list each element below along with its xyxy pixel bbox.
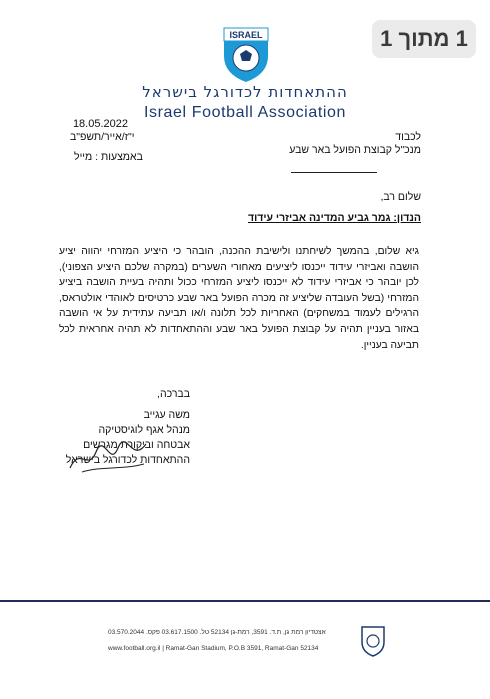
org-name-hebrew: ההתאחדות לכדורגל בישראל (142, 83, 348, 101)
logo-text: ISRAEL (229, 30, 263, 40)
hebrew-date: י"ז/אייר/תשפ"ב (70, 131, 135, 143)
footer-divider (0, 600, 490, 602)
footer-address-hebrew: אצטדיון רמת גן, ת.ד. 3591, רמת-גן 52134 טל. 03.617.1500 פקס. 03.570.2044 (108, 629, 326, 636)
letter-date: 18.05.2022 (72, 118, 128, 130)
signer-org: ההתאחדות לכדורגל בישראל (65, 454, 190, 466)
delivery-method: באמצעות : מייל (74, 151, 143, 163)
org-name-english: Israel Football Association (143, 104, 347, 121)
page-count-badge: 1 מתוך 1 (372, 20, 476, 58)
letter-body: גיא שלום, בהמשך לשיחתנו ולישיבת ההכנה, הובהר כי היציע המזרחי יהווה יציע הושבה ואביזרי עידוד ייכנסו ליציעים מאחורי השערים (במקרה שלכם היציע הצפוני), לכן יובהר כי אביזרי עידוד לא ייכנסו ליציע המזרחי ככול ותהיה בעיית הושבה ביציע המזרחי (בשל העובדה שליציע זה מכרה הפועל באר שבע כרטיסים לאוהדי אולטראס, הרגילים לעמוד במשחקים) האחריות לכל תלונה ו/או תביעה עתידית על אי הושבה באזור בעניין תהיה על קבוצת הפועל באר שבע וההתאחדות לא תהיה אחראית לכל תביעה בעניין. (59, 246, 419, 351)
handwritten-signature (62, 438, 152, 478)
ifa-logo (220, 22, 272, 84)
footer-address-english: www.football.org.il | Ramat-Gan Stadium, P.O.B 3591, Ramat-Gan 52134 (108, 645, 319, 652)
closing: בברכה, (157, 388, 190, 400)
signer-name: משה עגייב (143, 409, 190, 421)
subject-line: הנדון: גמר גביע המדינה אביזרי עידוד (247, 212, 421, 224)
recipient: מנכ"ל קבוצת הפועל באר שבע (289, 144, 421, 156)
addressee-label: לכבוד (395, 131, 421, 143)
footer-logo-icon (360, 624, 386, 658)
recipient-underline (291, 172, 377, 173)
signer-title-2: אבטחה וביקורת מגרשים (83, 439, 190, 451)
signer-title: מנהל אגף לוגיסטיקה (98, 424, 190, 436)
greeting: שלום רב, (380, 191, 421, 203)
